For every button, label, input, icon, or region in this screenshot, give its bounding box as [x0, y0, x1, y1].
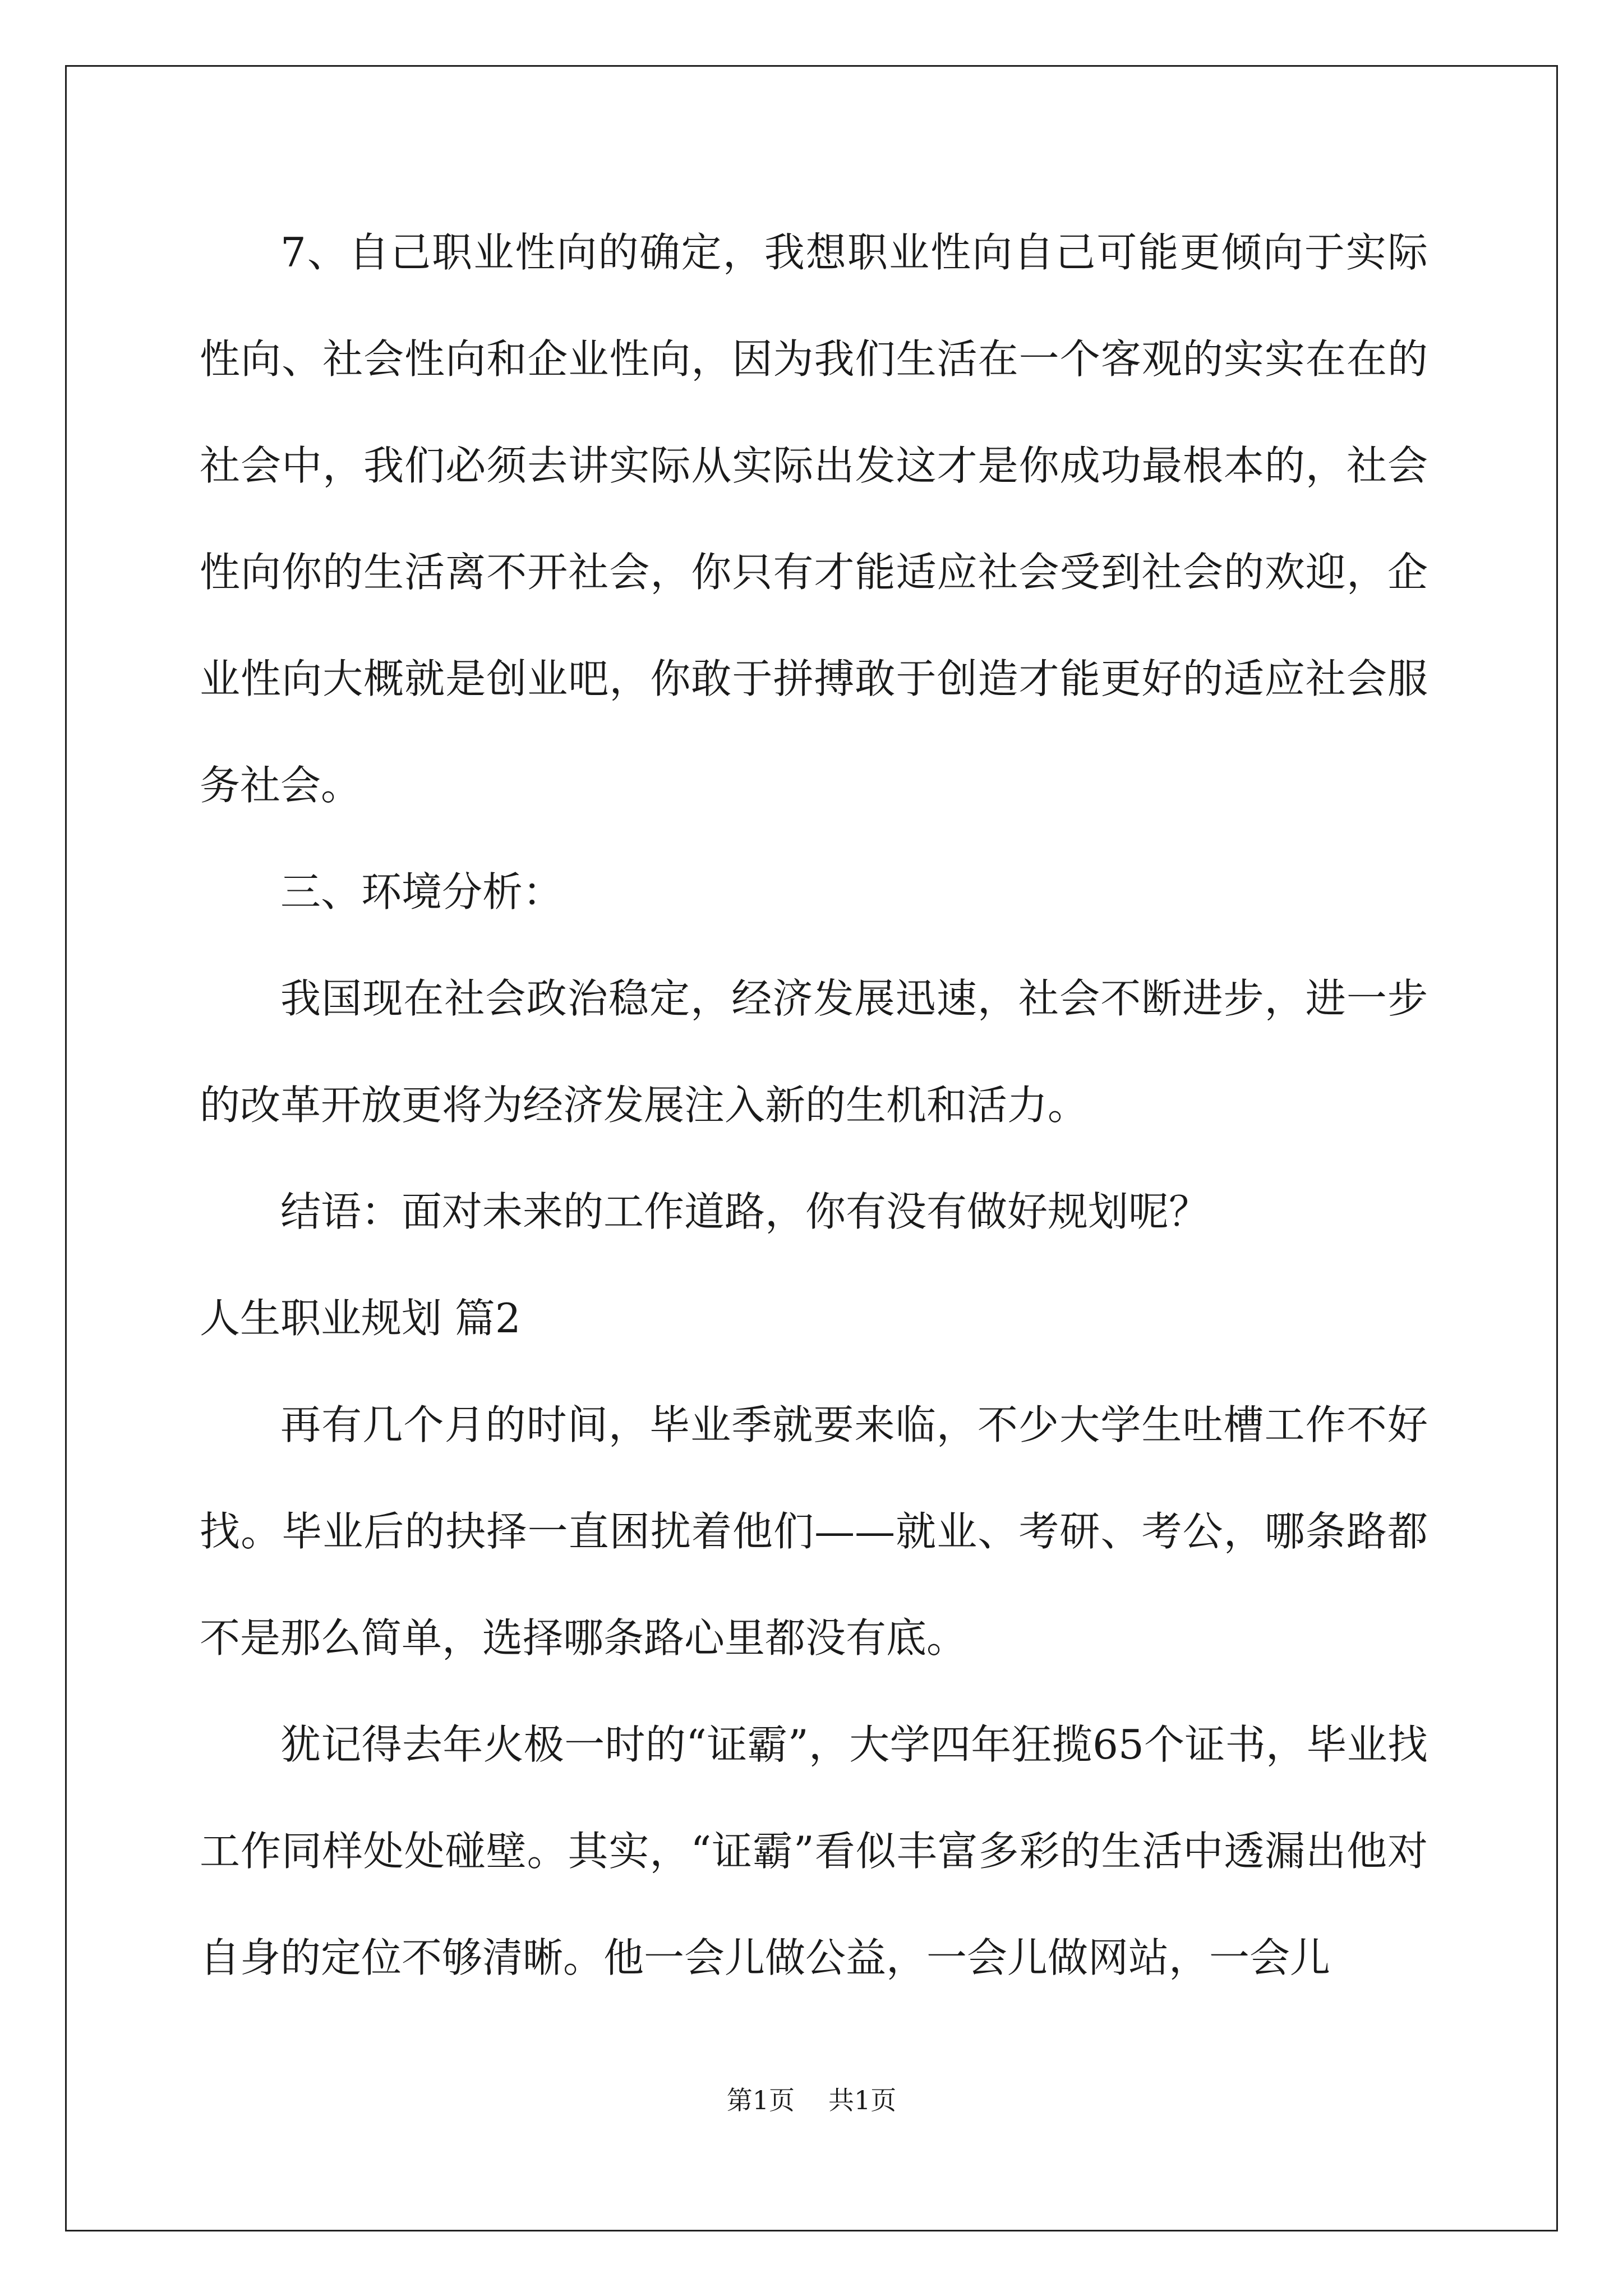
paragraph-career-orientation: 7、自己职业性向的确定，我想职业性向自己可能更倾向于实际性向、社会性向和企业性向，因为我们生活在一个客观的实实在在的社会中，我们必须去讲实际从实际出发这才是你成功最根本的，社会性向你的生活离不开社会，你只有才能适应社会受到社会的欢迎，企业性向大概就是创业吧，你敢于拼搏敢于创造才能更好的适应社会服务社会。 — [200, 229, 1428, 809]
page-total: 共1页 — [828, 2085, 897, 2115]
paragraph-conclusion: 结语：面对未来的工作道路，你有没有做好规划呢？ — [280, 1188, 1210, 1235]
paragraph-graduation: 再有几个月的时间，毕业季就要来临，不少大学生吐槽工作不好找。毕业后的抉择一直困扰着他们——就业、考研、考公，哪条路都不是那么简单，选择哪条路心里都没有底。 — [200, 1401, 1428, 1662]
section-heading-environment-analysis: 三、环境分析： — [280, 868, 564, 915]
paragraph-environment: 我国现在社会政治稳定，经济发展迅速，社会不断进步，进一步的改革开放更将为经济发展注入新的生机和活力。 — [200, 975, 1428, 1129]
page-footer — [0, 2083, 1623, 2117]
document-body — [200, 199, 1428, 2011]
page-number: 第1页 — [726, 2085, 795, 2115]
paragraph-certificate: 犹记得去年火极一时的“证霸”，大学四年狂揽65个证书，毕业找工作同样处处碰壁。其实，“证霸”看似丰富多彩的生活中透漏出他对自身的定位不够清晰。他一会儿做公益，一会儿做网站，一会儿 — [200, 1721, 1428, 1981]
article-title: 人生职业规划 篇2 — [200, 1295, 521, 1342]
